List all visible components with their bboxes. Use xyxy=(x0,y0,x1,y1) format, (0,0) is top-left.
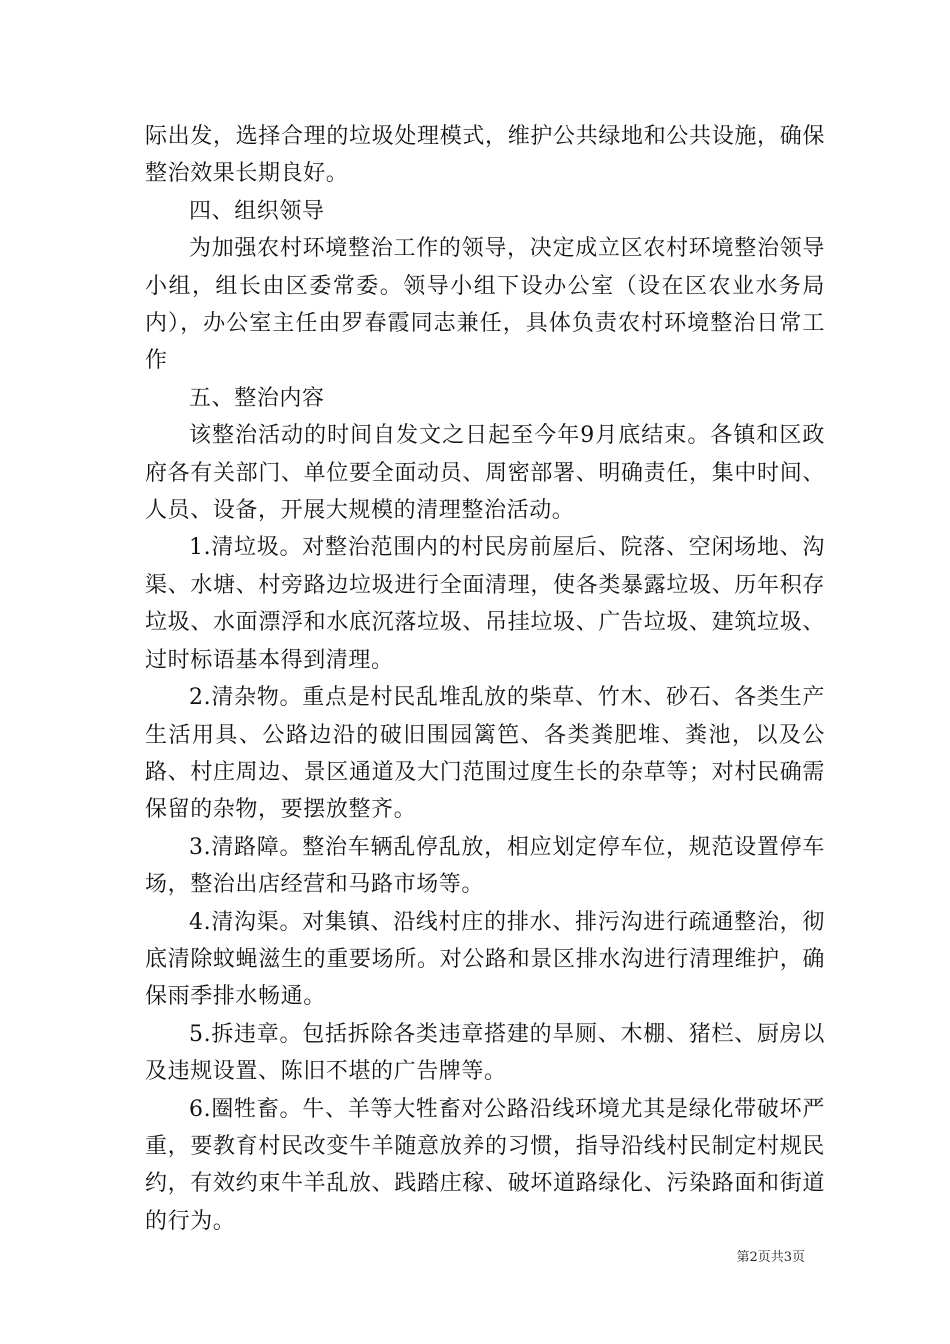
paragraph-organization: 为加强农村环境整治工作的领导，决定成立区农村环境整治领导小组，组长由区委常委。领导小组下设办公室（设在区农业水务局内），办公室主任由罗春霞同志兼任，具体负责农村环境整治日常工作 xyxy=(145,236,825,374)
paragraph-item-3: 3.清路障。整治车辆乱停乱放，相应划定停车位，规范设置停车场，整治出店经营和马路市场等。 xyxy=(145,834,825,898)
paragraph-item-2: 2.清杂物。重点是村民乱堆乱放的柴草、竹木、砂石、各类生产生活用具、公路边沿的破旧围园篱笆、各类粪肥堆、粪池，以及公路、村庄周边、景区通道及大门范围过度生长的杂草等；对村民确需保留的杂物，要摆放整齐。 xyxy=(145,685,825,823)
paragraph-item-5: 5.拆违章。包括拆除各类违章搭建的旱厕、木棚、猪栏、厨房以及违规设置、陈旧不堪的广告牌等。 xyxy=(145,1021,825,1085)
paragraph-continuation: 际出发，选择合理的垃圾处理模式，维护公共绿地和公共设施，确保整治效果长期良好。 xyxy=(145,124,825,187)
section-heading-organization: 四、组织领导 xyxy=(189,198,325,224)
paragraph-item-6: 6.圈牲畜。牛、羊等大牲畜对公路沿线环境尤其是绿化带破坏严重，要教育村民改变牛羊随意放养的习惯，指导沿线村民制定村规民约，有效约束牛羊乱放、践踏庄稼、破坏道路绿化、污染路面和街道的行为。 xyxy=(145,1096,825,1234)
paragraph-timeline: 该整治活动的时间自发文之日起至今年9月底结束。各镇和区政府各有关部门、单位要全面动员、周密部署、明确责任，集中时间、人员、设备，开展大规模的清理整治活动。 xyxy=(145,423,825,524)
document-body xyxy=(145,118,825,1240)
section-heading-content: 五、整治内容 xyxy=(189,385,325,411)
paragraph-item-4: 4.清沟渠。对集镇、沿线村庄的排水、排污沟进行疏通整治，彻底清除蚊蝇滋生的重要场所。对公路和景区排水沟进行清理维护，确保雨季排水畅通。 xyxy=(145,909,825,1010)
paragraph-item-1: 1.清垃圾。对整治范围内的村民房前屋后、院落、空闲场地、沟渠、水塘、村旁路边垃圾进行全面清理，使各类暴露垃圾、历年积存垃圾、水面漂浮和水底沉落垃圾、吊挂垃圾、广告垃圾、建筑垃圾、过时标语基本得到清理。 xyxy=(145,535,825,673)
page-number: 第2页共3页 xyxy=(736,1250,805,1265)
